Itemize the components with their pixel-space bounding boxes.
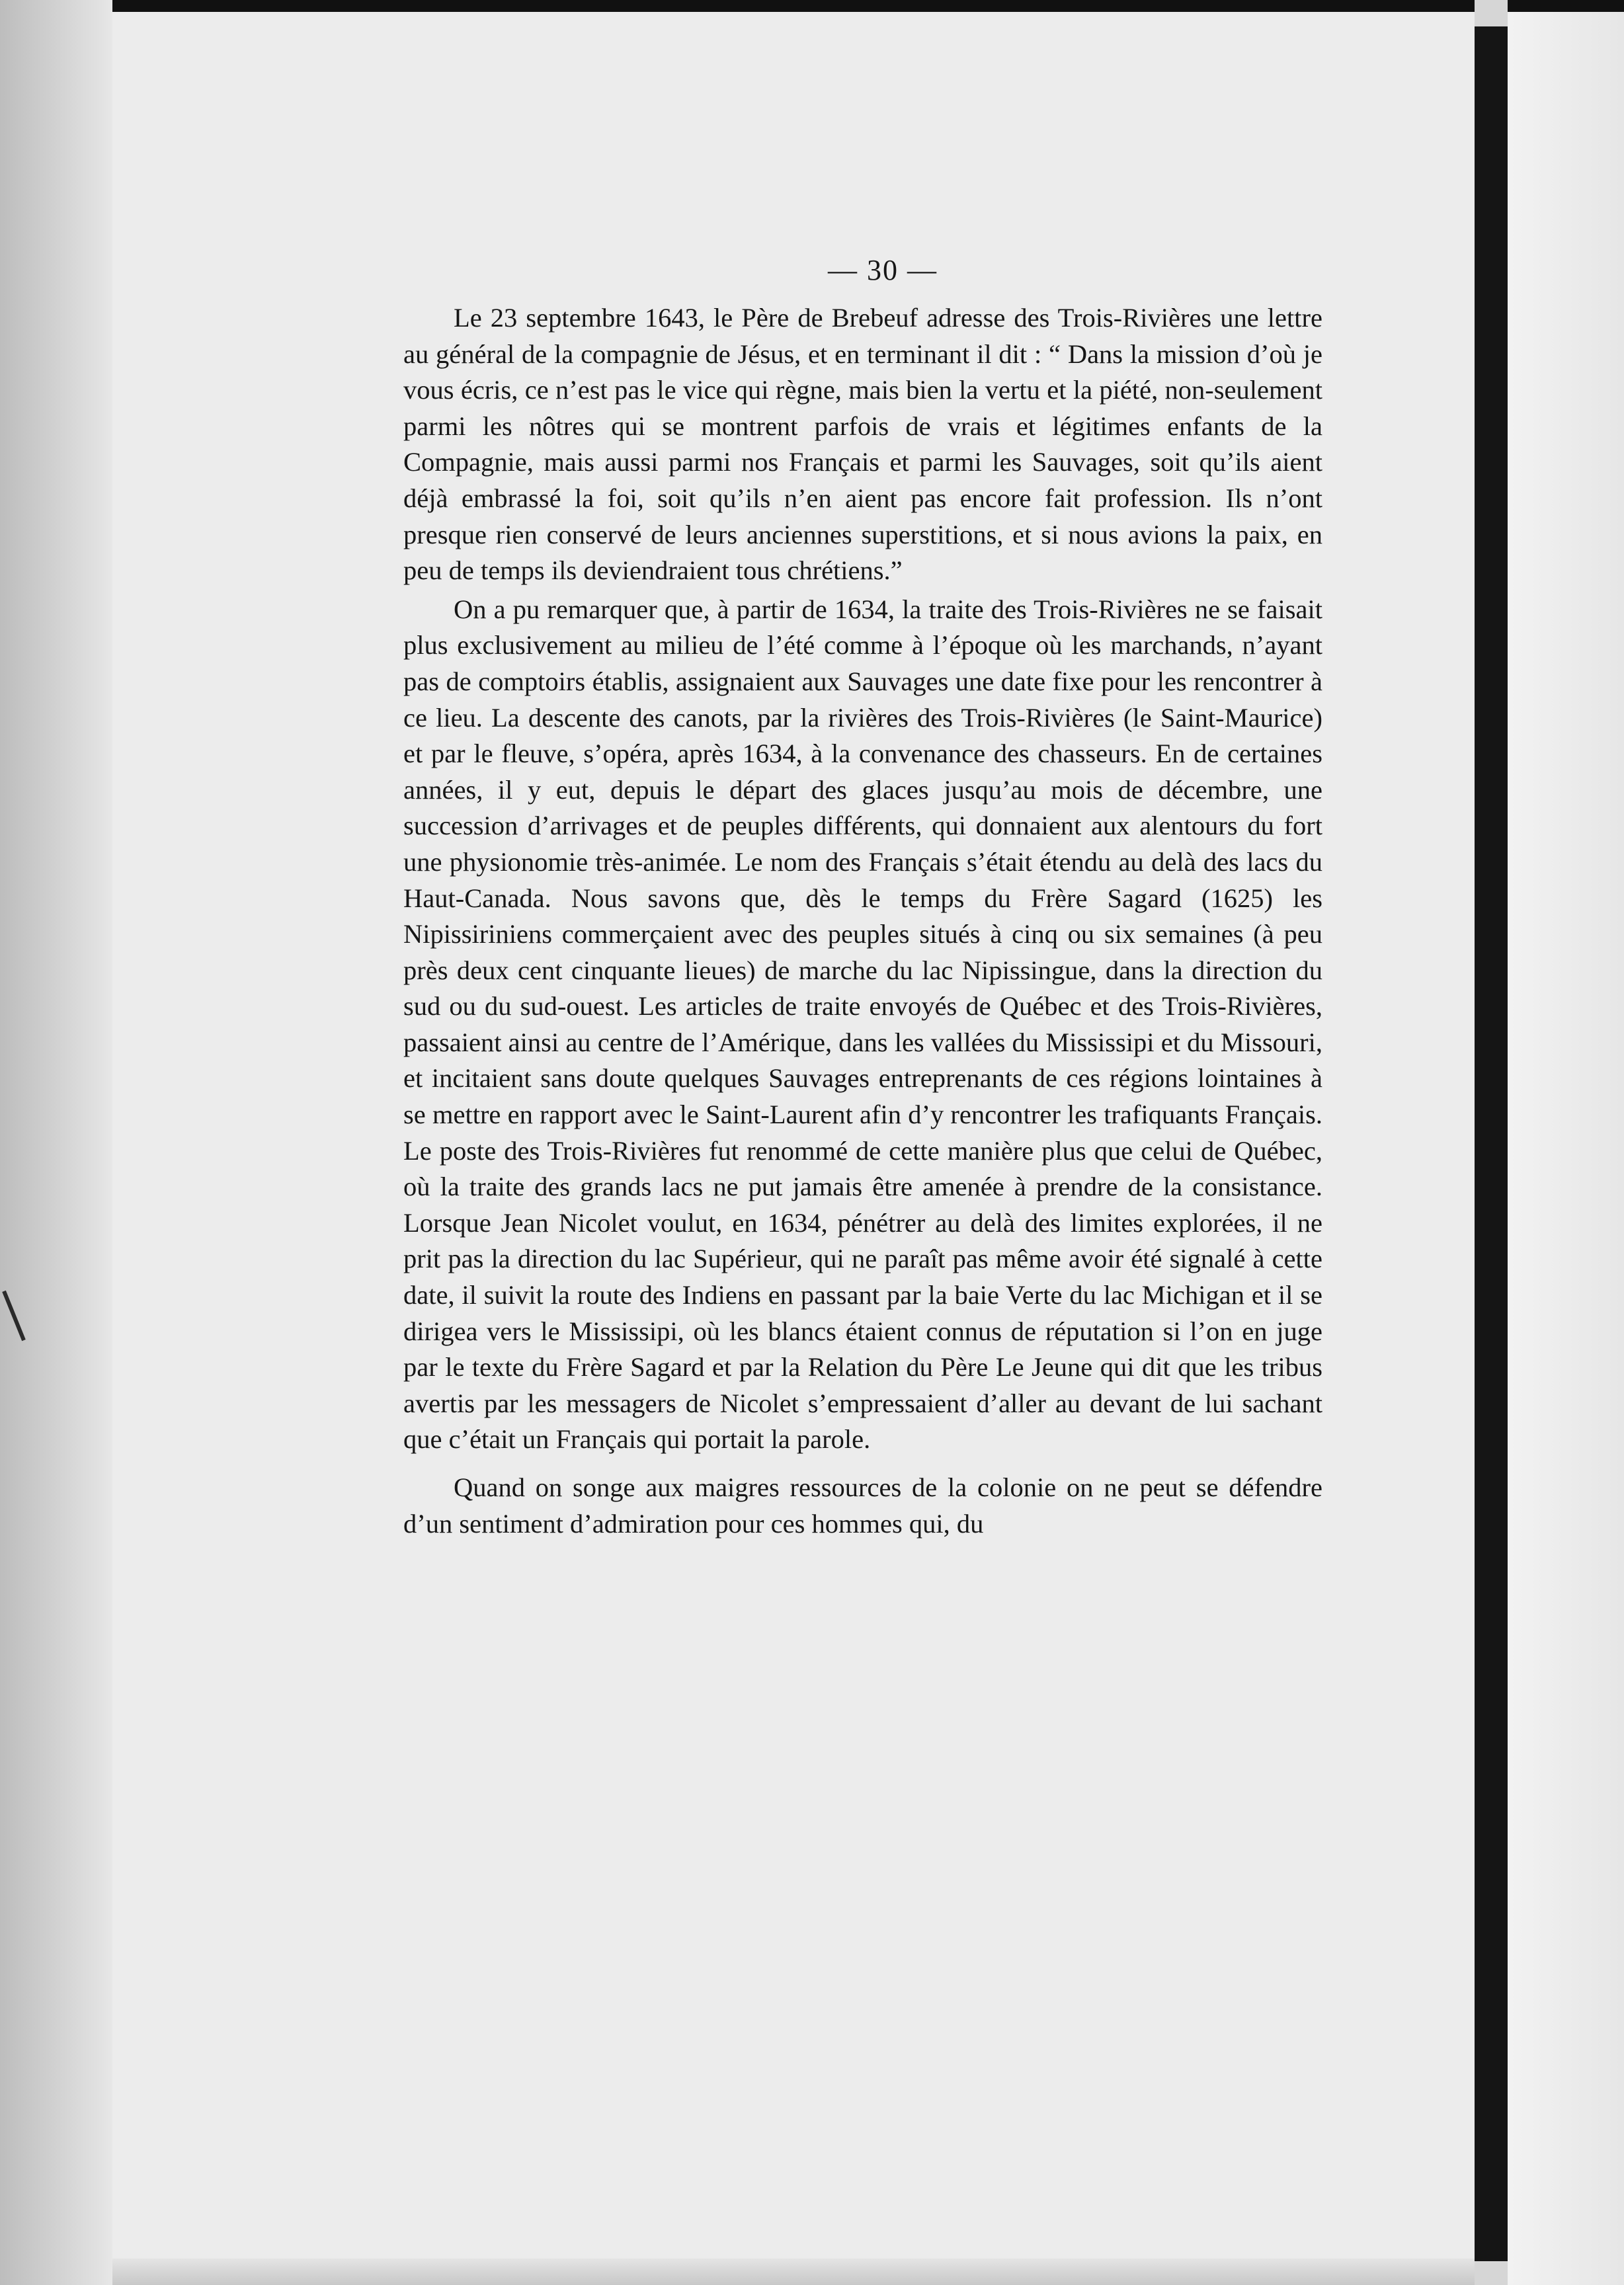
page-bottom-edge (112, 2259, 1475, 2285)
left-page-edge (0, 0, 126, 2285)
paragraph-brebeuf-letter: Le 23 septembre 1643, le Père de Brebeuf adresse des Trois-Rivières une lettre au général de la compagnie de Jésus, et en terminant il dit : “ Dans la mission d’où je vous écris, ce n’est pas le vice qui règne, mais bien la vertu et la piété, non-seulement parmi les nôtres qui se montrent parfois de vrais et légitimes enfants de la Compagnie, mais aussi parmi nos Français et parmi les Sauvages, soit qu’ils aient déjà embrassé la foi, soit qu’ils n’en aient pas encore fait profession. Ils n’ont presque rien conservé de leurs anciennes superstitions, et si nous avions la paix, en peu de temps ils deviendraient tous chrétiens.” (403, 303, 1322, 586)
text-column (403, 251, 1322, 1542)
margin-mark (2, 1291, 26, 1341)
paragraph-maigres-ressources: Quand on songe aux maigres ressources de la colonie on ne peut se défendre d’un sentiment d’admiration pour ces hommes qui, du (403, 1472, 1322, 1539)
gutter-shadow (1475, 26, 1508, 2261)
paragraph-traite-trois-rivieres: On a pu remarquer que, à partir de 1634, la traite des Trois-Rivières ne se faisait plus exclusivement au milieu de l’été comme à l’époque où les marchands, n’ayant pas de comptoirs établis, assignaient aux Sauvages une date fixe pour les rencontrer à ce lieu. La descente des canots, par la rivières des Trois-Rivières (le Saint-Maurice) et par le fleuve, s’opéra, après 1634, à la convenance des chasseurs. En de certaines années, il y eut, depuis le départ des glaces jusqu’au mois de décembre, une succession d’arrivages et de peuples différents, qui donnaient aux alentours du fort une physionomie très-animée. Le nom des Français s’était étendu au delà des lacs du Haut-Canada. Nous savons que, dès le temps du Frère Sagard (1625) les Nipissiriniens commerçaient avec des peuples situés à cinq ou six semaines (à peu près deux cent cinquante lieues) de marche du lac Nipissingue, dans la direction du sud ou du sud-ouest. Les articles de traite envoyés de Québec et des Trois-Rivières, passaient ainsi au centre de l’Amérique, dans les vallées du Mississipi et du Missouri, et incitaient sans doute quelques Sauvages entreprenants de ces régions lointaines à se mettre en rapport avec le Saint-Laurent afin d’y rencontrer les trafiquants Français. Le poste des Trois-Rivières fut renommé de cette manière plus que celui de Québec, où la traite des grands lacs ne put jamais être amenée à prendre de la consistance. Lorsque Jean Nicolet voulut, en 1634, pénétrer au delà des limites explorées, il ne prit pas la direction du lac Supérieur, qui ne paraît pas même avoir été signalé à cette date, il suivit la route des Indiens en passant par la baie Verte du lac Michigan et il se dirigea vers le Mississipi, où les blancs étaient connus de réputation si l’on en juge par le texte du Frère Sagard et par la Relation du Père Le Jeune qui dit que les tribus avertis par les messagers de Nicolet s’empressaient d’aller au devant de lui sachant que c’était un Français qui portait la parole. (403, 594, 1322, 1455)
facing-page-edge (1508, 0, 1624, 2285)
page-number: — 30 — (828, 254, 938, 286)
